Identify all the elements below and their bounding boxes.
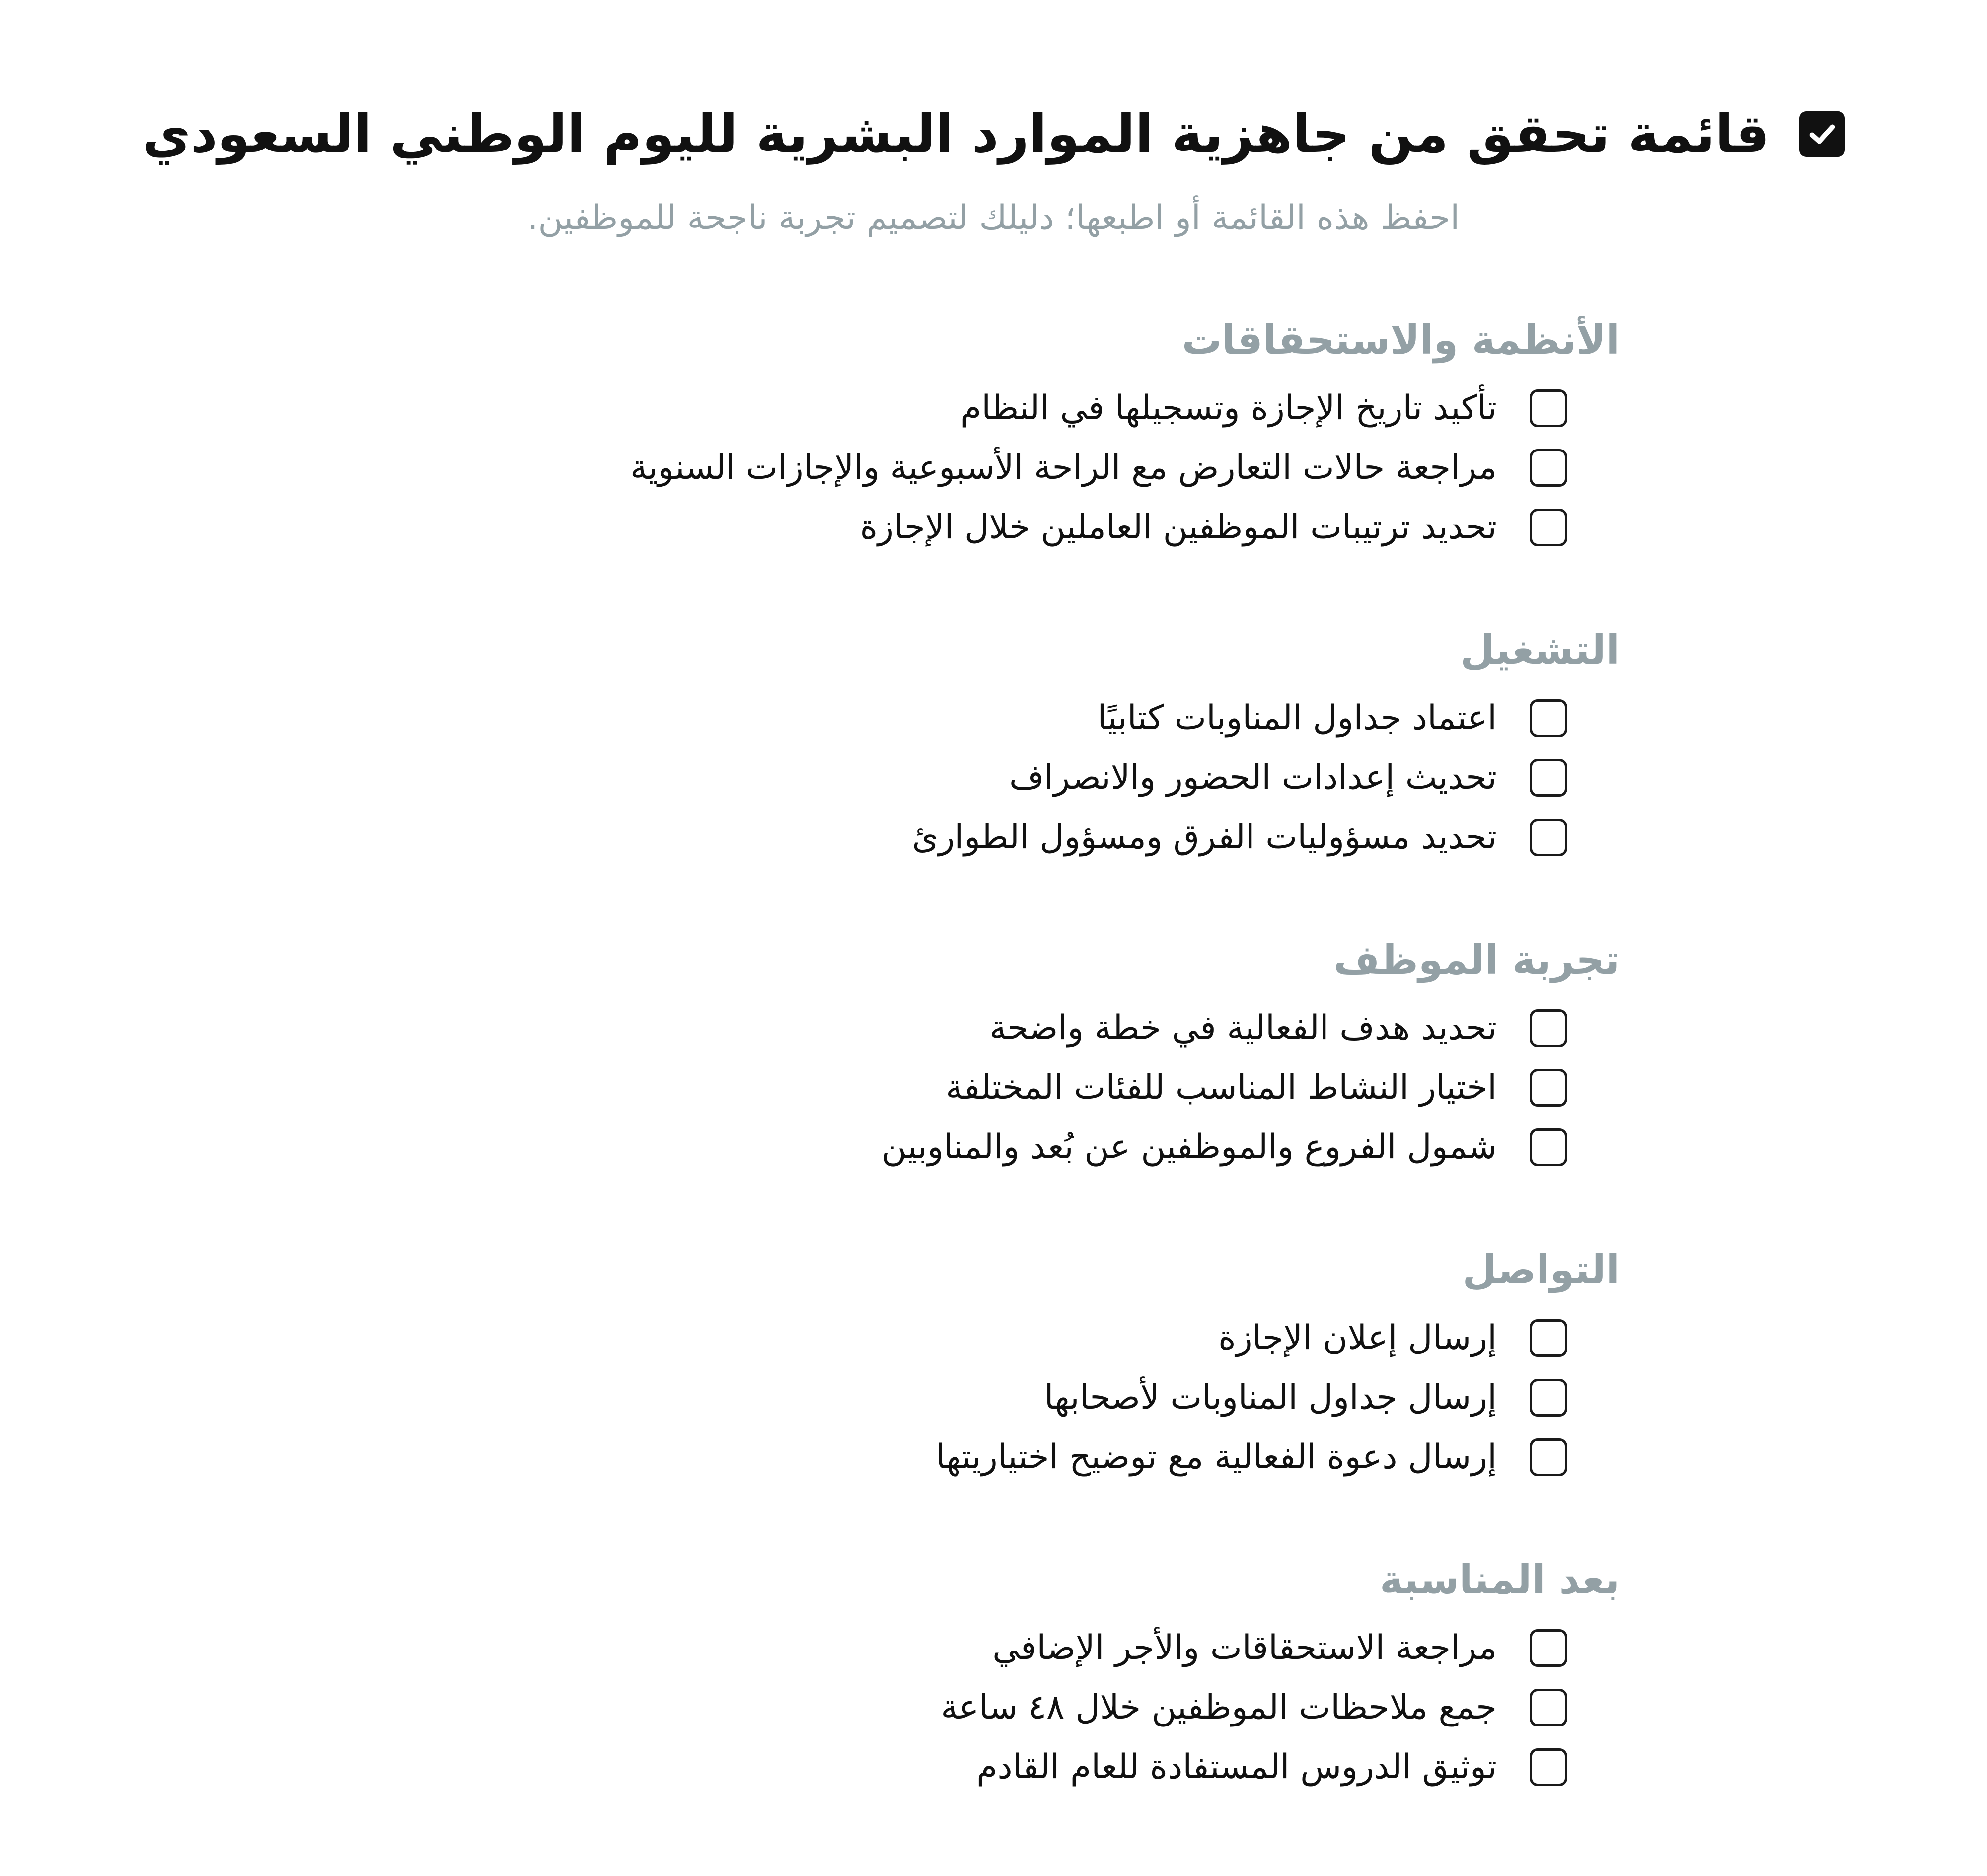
checklist-item-label: مراجعة حالات التعارض مع الراحة الأسبوعية والإجازات السنوية: [630, 448, 1497, 487]
checklist-section: [328, 1243, 1619, 1487]
checklist-section: [328, 313, 1619, 557]
checklist-item-label: تحديث إعدادات الحضور والانصراف: [1009, 758, 1497, 797]
section-title: التواصل: [1462, 1247, 1619, 1293]
checklist-item-label: اختيار النشاط المناسب للفئات المختلفة: [946, 1068, 1497, 1107]
checklist-section: [328, 623, 1619, 867]
checklist-item[interactable]: [328, 1618, 1619, 1678]
checkbox[interactable]: [1530, 1748, 1567, 1786]
checklist-item-label: شمول الفروع والموظفين عن بُعد والمناوبين: [882, 1127, 1497, 1167]
checkbox[interactable]: [1530, 1689, 1567, 1726]
checklist-item[interactable]: [328, 688, 1619, 748]
section-title: بعد المناسبة: [1380, 1557, 1619, 1603]
checkbox[interactable]: [1530, 819, 1567, 856]
checklist-item-label: مراجعة الاستحقاقات والأجر الإضافي: [992, 1628, 1497, 1667]
checkbox[interactable]: [1530, 699, 1567, 737]
checklist-item[interactable]: [328, 1737, 1619, 1797]
checklist-item[interactable]: [328, 1308, 1619, 1368]
checklist-section: [328, 1553, 1619, 1797]
checklist-item[interactable]: [328, 808, 1619, 867]
checklist: [328, 313, 1619, 1863]
checklist-item[interactable]: [328, 498, 1619, 557]
checkbox[interactable]: [1530, 1009, 1567, 1047]
checkbox[interactable]: [1530, 1379, 1567, 1417]
title-row: [0, 99, 1987, 169]
checklist-item[interactable]: [328, 1678, 1619, 1737]
checklist-item-label: إرسال إعلان الإجازة: [1218, 1318, 1497, 1357]
checklist-item[interactable]: [328, 1368, 1619, 1427]
checklist-item-label: اعتماد جداول المناوبات كتابيًا: [1097, 698, 1497, 738]
checkbox[interactable]: [1530, 509, 1567, 546]
page-title: قائمة تحقق من جاهزية الموارد البشرية لليوم الوطني السعودي: [142, 103, 1769, 164]
checkbox[interactable]: [1530, 1128, 1567, 1166]
checklist-item-label: تحديد هدف الفعالية في خطة واضحة: [989, 1008, 1497, 1048]
checked-box-icon: [1799, 111, 1845, 157]
checkbox[interactable]: [1530, 389, 1567, 427]
section-title: تجربة الموظف: [1333, 937, 1619, 983]
checkbox[interactable]: [1530, 1069, 1567, 1107]
checklist-item[interactable]: [328, 998, 1619, 1058]
checkbox[interactable]: [1530, 1319, 1567, 1357]
checklist-item[interactable]: [328, 438, 1619, 498]
checklist-item[interactable]: [328, 748, 1619, 808]
checklist-item-label: إرسال دعوة الفعالية مع توضيح اختياريتها: [936, 1437, 1497, 1477]
section-title: الأنظمة والاستحقاقات: [1181, 317, 1619, 363]
checklist-item[interactable]: [328, 1118, 1619, 1177]
checkbox[interactable]: [1530, 449, 1567, 487]
checklist-item-label: إرسال جداول المناوبات لأصحابها: [1044, 1378, 1497, 1417]
checkbox[interactable]: [1530, 1629, 1567, 1667]
checklist-item[interactable]: [328, 1427, 1619, 1487]
checklist-item[interactable]: [328, 378, 1619, 438]
checklist-item-label: تأكيد تاريخ الإجازة وتسجيلها في النظام: [960, 388, 1497, 428]
page-header: [0, 99, 1987, 240]
checkbox[interactable]: [1530, 1438, 1567, 1476]
checklist-item-label: توثيق الدروس المستفادة للعام القادم: [976, 1747, 1497, 1787]
checklist-item-label: تحديد ترتيبات الموظفين العاملين خلال الإجازة: [860, 508, 1497, 547]
page-subtitle: احفظ هذه القائمة أو اطبعها؛ دليلك لتصميم تجربة ناجحة للموظفين.: [527, 198, 1460, 237]
checklist-item-label: جمع ملاحظات الموظفين خلال ٤٨ ساعة: [941, 1688, 1497, 1727]
section-title: التشغيل: [1460, 627, 1619, 673]
checkbox[interactable]: [1530, 759, 1567, 797]
checklist-item-label: تحديد مسؤوليات الفرق ومسؤول الطوارئ: [912, 818, 1497, 857]
checklist-section: [328, 933, 1619, 1177]
checklist-item[interactable]: [328, 1058, 1619, 1118]
